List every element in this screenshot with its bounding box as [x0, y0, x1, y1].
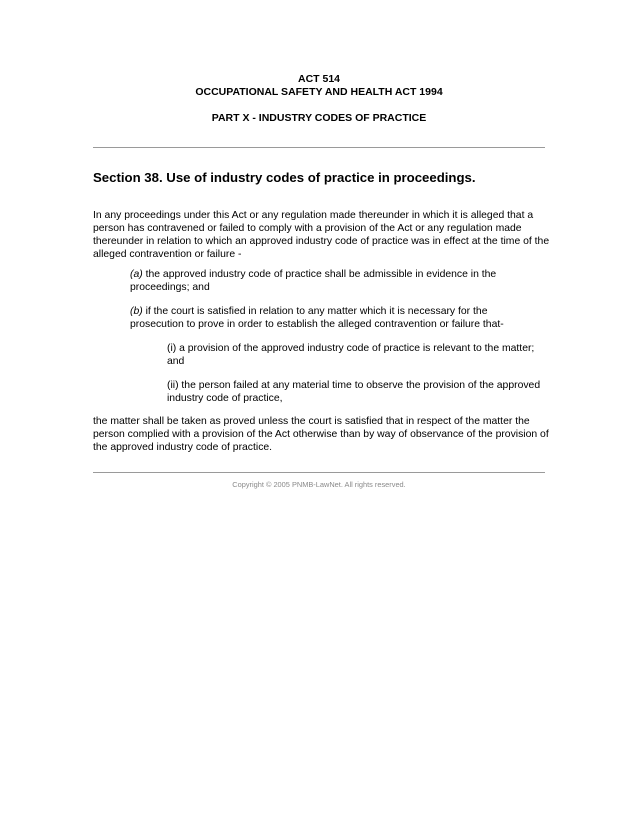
act-title: OCCUPATIONAL SAFETY AND HEALTH ACT 1994 [195, 86, 443, 98]
subclause-ii: (ii) the person failed at any material time to observe the provision of the approved industry code of practice, [167, 380, 541, 404]
top-divider [93, 147, 545, 148]
section-intro-paragraph: In any proceedings under this Act or any regulation made thereunder in which it is alleged that a person has contravened or failed to comply with a provision of the Act or any regulation made thereunder in relation to which an approved industry code of practice was in effect at the time of the alleged contravention or failure - [93, 210, 550, 260]
bottom-divider [93, 472, 545, 473]
section-closing-paragraph: the matter shall be taken as proved unless the court is satisfied that in respect of the matter the person complied with a provision of the Act otherwise than by way of observance of the provision of the approved industry code of practice. [93, 416, 549, 453]
clause-b-text: if the court is satisfied in relation to any matter which it is necessary for the prosecution to prove in order to establish the alleged contravention or failure that- [130, 306, 504, 330]
clause-a-text: the approved industry code of practice shall be admissible in evidence in the proceedings; and [130, 269, 497, 293]
clause-b [130, 305, 540, 331]
clause-a [130, 268, 540, 294]
document-header [93, 73, 545, 125]
clause-a-label: (a) [130, 269, 143, 280]
act-number: ACT 514 [297, 73, 340, 85]
part-title: PART X - INDUSTRY CODES OF PRACTICE [211, 112, 427, 124]
clause-b-label: (b) [130, 306, 143, 317]
copyright-footer: Copyright © 2005 PNMB-LawNet. All rights reserved. [232, 480, 406, 489]
subclause-i: (i) a provision of the approved industry code of practice is relevant to the matter; and [167, 343, 535, 367]
section-title: Section 38. Use of industry codes of practice in proceedings. [93, 170, 476, 185]
